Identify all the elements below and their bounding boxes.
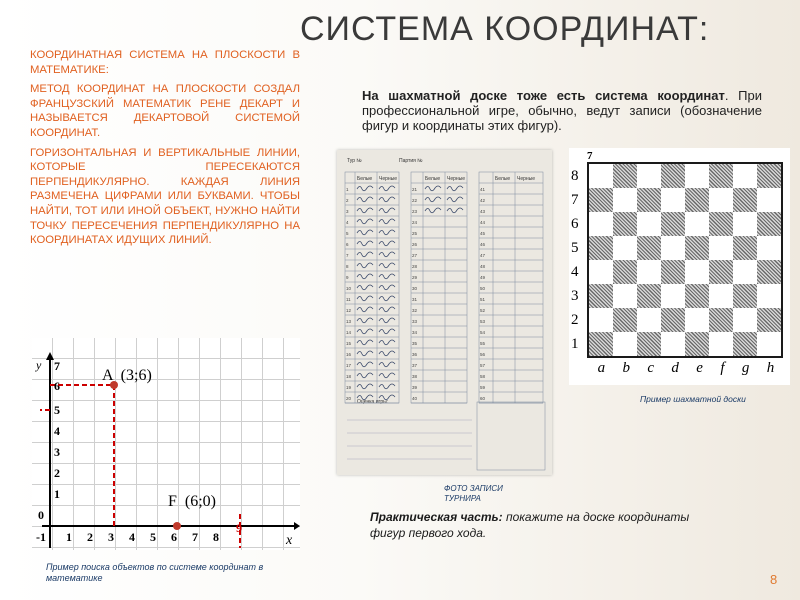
scoresheet-move-number: 23 xyxy=(412,209,418,214)
chessboard-grid xyxy=(587,162,783,358)
chessboard-file-e: e xyxy=(696,360,703,376)
chessboard-square xyxy=(685,332,709,356)
scoresheet-move-number: 31 xyxy=(412,297,418,302)
scoresheet-move-number: 13 xyxy=(346,319,352,324)
point-a-label xyxy=(102,367,152,384)
scoresheet-col-white-3: Белые xyxy=(495,176,511,182)
y-axis-arrow xyxy=(46,352,54,360)
chessboard-file-labels xyxy=(589,360,783,380)
coordinate-graph-svg xyxy=(32,338,300,550)
chessboard-square xyxy=(613,332,637,356)
scoresheet-move-number: 36 xyxy=(412,352,418,357)
chessboard-square xyxy=(709,212,733,236)
chessboard-file-a: a xyxy=(597,360,606,376)
chessboard-square xyxy=(637,284,661,308)
chessboard-square xyxy=(589,260,613,284)
chessboard-square xyxy=(709,260,733,284)
scoresheet-photo xyxy=(337,150,552,475)
x-tick-6: 6 xyxy=(171,530,177,544)
scoresheet-move-number: 16 xyxy=(346,352,352,357)
chessboard-square xyxy=(733,164,757,188)
scoresheet-move-number: 42 xyxy=(480,198,486,203)
chessboard-square xyxy=(661,308,685,332)
photo-caption: ФОТО ЗАПИСИ ТУРНИРА xyxy=(444,484,503,503)
scoresheet-move-number: 3 xyxy=(346,209,349,214)
y-tick-0: 0 xyxy=(38,508,44,522)
chessboard-square xyxy=(661,164,685,188)
scoresheet-move-number: 39 xyxy=(412,385,418,390)
chessboard-square xyxy=(685,164,709,188)
scoresheet-move-number: 48 xyxy=(480,264,486,269)
chessboard-square xyxy=(637,260,661,284)
chessboard-square xyxy=(613,236,637,260)
x-tick-labels xyxy=(66,521,242,544)
chessboard-square xyxy=(733,284,757,308)
graph-caption: Пример поиска объектов по системе координат в математике xyxy=(46,562,264,583)
slide-title: СИСТЕМА КООРДИНАТ: xyxy=(300,10,710,48)
scoresheet-move-number: 56 xyxy=(480,352,486,357)
point-labels xyxy=(102,367,216,510)
chessboard-square xyxy=(733,332,757,356)
left-paragraph-3: ГОРИЗОНТАЛЬНАЯ И ВЕРТИКАЛЬНЫЕ ЛИНИИ, КОТОРЫЕ ПЕРЕСЕКАЮТСЯ ПЕРПЕНДИКУЛЯРНО. КАЖДАЯ ЛИНИЯ РАЗМЕЧЕНА ЦИФРАМИ ИЛИ БУКВАМИ. ЧТОБЫ НАЙТИ, ТОТ ИЛИ ИНОЙ ОБЪЕКТ, НУЖНО НАЙТИ ТОЧКУ ПЕРЕСЕЧЕНИЯ ПЕРПЕНДИКУЛЯРНО НА КООРДИНАТАХ ИДУЩИХ ЛИНИЙ. xyxy=(30,146,300,247)
chessboard-square xyxy=(661,260,685,284)
point-f-coords: (6;0) xyxy=(184,493,217,510)
scoresheet-party: Партия № xyxy=(399,158,423,164)
chessboard-rank-7: 7 xyxy=(571,192,579,208)
x-tick-1: 1 xyxy=(66,530,72,544)
scoresheet-move-number: 46 xyxy=(480,242,486,247)
x-tick-8: 8 xyxy=(213,530,219,544)
scoresheet-move-number: 6 xyxy=(346,242,349,247)
scoresheet-move-number: 34 xyxy=(412,330,418,335)
chessboard-square xyxy=(613,260,637,284)
scoresheet-svg xyxy=(337,150,552,475)
chessboard-square xyxy=(589,164,613,188)
chessboard-rank-4: 4 xyxy=(571,264,579,280)
scoresheet-move-number: 50 xyxy=(480,286,486,291)
scoresheet-move-number: 19 xyxy=(346,385,352,390)
scoresheet-move-number: 10 xyxy=(346,286,352,291)
x-tick-2: 2 xyxy=(87,530,93,544)
chessboard-square xyxy=(757,308,781,332)
scoresheet-move-number: 8 xyxy=(346,264,349,269)
x-axis-label: x xyxy=(286,533,293,548)
y-tick-5: 5 xyxy=(54,403,60,417)
scoresheet-move-number: 51 xyxy=(480,297,486,302)
scoresheet-move-number: 30 xyxy=(412,286,418,291)
chessboard-file-c: c xyxy=(647,360,655,376)
chessboard-square xyxy=(589,308,613,332)
scoresheet-move-number: 57 xyxy=(480,363,486,368)
chessboard-file-b: b xyxy=(622,360,631,376)
chessboard-file-d: d xyxy=(671,360,679,376)
chessboard-square xyxy=(757,260,781,284)
chessboard-file-g: g xyxy=(741,360,750,376)
point-f-label xyxy=(168,493,216,510)
y-tick-minus-1: -1 xyxy=(36,530,46,544)
chessboard-square xyxy=(733,188,757,212)
scoresheet-move-number: 15 xyxy=(346,341,352,346)
chessboard-square xyxy=(637,332,661,356)
scoresheet-move-number: 53 xyxy=(480,319,486,324)
scoresheet-move-number: 38 xyxy=(412,374,418,379)
chessboard-square xyxy=(661,332,685,356)
practice-task xyxy=(370,509,700,541)
point-a-name: A xyxy=(102,367,113,384)
chessboard-square xyxy=(733,260,757,284)
scoresheet-move-number: 1 xyxy=(346,187,349,192)
left-paragraph-2: МЕТОД КООРДИНАТ НА ПЛОСКОСТИ СОЗДАЛ ФРАНЦУЗСКИЙ МАТЕМАТИК РЕНЕ ДЕКАРТ И НАЗЫВАЕТСЯ ДЕКАРТОВОЙ СИСТЕМОЙ КООРДИНАТ. xyxy=(30,83,300,139)
scoresheet-move-number: 22 xyxy=(412,198,418,203)
chessboard-square xyxy=(709,188,733,212)
scoresheet-move-number: 49 xyxy=(480,275,486,280)
chessboard-square xyxy=(589,284,613,308)
point-a-coords: (3;6) xyxy=(120,367,152,384)
chessboard-square xyxy=(613,212,637,236)
chessboard-square xyxy=(637,236,661,260)
chessboard-square xyxy=(637,212,661,236)
scoresheet-move-number: 52 xyxy=(480,308,486,313)
y-tick-6: 6 xyxy=(54,379,60,393)
chessboard-square xyxy=(637,164,661,188)
scoresheet-move-number: 55 xyxy=(480,341,486,346)
chessboard-square xyxy=(661,236,685,260)
chessboard-square xyxy=(661,212,685,236)
chessboard-rank-8: 8 xyxy=(571,168,579,184)
scoresheet-move-number: 28 xyxy=(412,264,418,269)
x-tick-9: 9 xyxy=(236,521,242,535)
chessboard-square xyxy=(685,212,709,236)
scoresheet-move-number: 33 xyxy=(412,319,418,324)
chessboard-square xyxy=(757,188,781,212)
x-axis-arrow xyxy=(294,522,300,530)
chessboard-square xyxy=(685,188,709,212)
chessboard-square xyxy=(637,188,661,212)
scoresheet-move-number: 24 xyxy=(412,220,418,225)
y-tick-1: 1 xyxy=(54,487,60,501)
chessboard-square xyxy=(589,188,613,212)
y-tick-4: 4 xyxy=(54,424,60,438)
scoresheet-move-number: 37 xyxy=(412,363,418,368)
scoresheet-move-number: 45 xyxy=(480,231,486,236)
scoresheet-move-number: 12 xyxy=(346,308,352,313)
scoresheet-move-number: 32 xyxy=(412,308,418,313)
scoresheet-move-number: 17 xyxy=(346,363,352,368)
scoresheet-move-number: 7 xyxy=(346,253,349,258)
chessboard-square xyxy=(709,236,733,260)
chessboard-square xyxy=(589,212,613,236)
scoresheet-move-number: 44 xyxy=(480,220,486,225)
left-paragraph-1: КООРДИНАТНАЯ СИСТЕМА НА ПЛОСКОСТИ В МАТЕМАТИКЕ: xyxy=(30,49,300,76)
scoresheet-move-number: 59 xyxy=(480,385,486,390)
scoresheet-col-white-2: Белые xyxy=(425,176,441,182)
scoresheet-move-number: 21 xyxy=(412,187,418,192)
chessboard-square xyxy=(637,308,661,332)
chessboard-file-f: f xyxy=(720,360,725,376)
chess-intro-text xyxy=(362,88,762,133)
chessboard-top-label: 7 xyxy=(587,150,593,162)
scoresheet-move-number: 60 xyxy=(480,396,486,401)
point-f-name: F xyxy=(168,493,177,510)
page-number: 8 xyxy=(770,572,778,587)
chessboard-square xyxy=(733,236,757,260)
y-tick-3: 3 xyxy=(54,445,60,459)
scoresheet-footer: Оценка игры: xyxy=(357,399,389,405)
chessboard-square xyxy=(685,236,709,260)
scoresheet-move-number: 20 xyxy=(346,396,352,401)
x-tick-3: 3 xyxy=(108,530,114,544)
scoresheet-move-number: 9 xyxy=(346,275,349,280)
chessboard-square xyxy=(709,332,733,356)
coordinate-graph xyxy=(32,338,300,550)
chessboard-square xyxy=(709,308,733,332)
y-axis-label: y xyxy=(36,358,42,372)
x-tick-4: 4 xyxy=(129,530,135,544)
chessboard-square xyxy=(589,236,613,260)
scoresheet-move-number: 27 xyxy=(412,253,418,258)
chessboard-square xyxy=(757,212,781,236)
scoresheet-col-white-1: Белые xyxy=(357,176,373,182)
chessboard-square xyxy=(757,332,781,356)
chessboard-rank-labels xyxy=(571,164,585,356)
chess-intro-bold: На шахматной доске тоже есть система координат xyxy=(362,88,725,103)
chessboard-square xyxy=(709,284,733,308)
chessboard-square xyxy=(661,284,685,308)
chessboard-square xyxy=(757,236,781,260)
scoresheet-tour: Тур № xyxy=(347,158,362,164)
chessboard-rank-2: 2 xyxy=(571,312,579,328)
chessboard-square xyxy=(661,188,685,212)
chessboard-square xyxy=(589,332,613,356)
chessboard-square xyxy=(733,212,757,236)
scoresheet-move-number: 54 xyxy=(480,330,486,335)
point-f-marker xyxy=(173,522,181,530)
chessboard-square xyxy=(613,284,637,308)
chessboard-square xyxy=(613,164,637,188)
chessboard-square xyxy=(613,188,637,212)
left-description xyxy=(30,48,300,253)
scoresheet-move-number: 25 xyxy=(412,231,418,236)
scoresheet-move-number: 40 xyxy=(412,396,418,401)
x-tick-5: 5 xyxy=(150,530,156,544)
chessboard-square xyxy=(733,308,757,332)
x-tick-7: 7 xyxy=(192,530,198,544)
y-tick-2: 2 xyxy=(54,466,60,480)
chessboard-square xyxy=(613,308,637,332)
chessboard-square xyxy=(757,164,781,188)
scoresheet-move-number: 47 xyxy=(480,253,486,258)
scoresheet-move-number: 35 xyxy=(412,341,418,346)
chessboard-rank-3: 3 xyxy=(571,288,579,304)
scoresheet-move-number: 41 xyxy=(480,187,486,192)
scoresheet-paper xyxy=(337,150,552,475)
y-tick-labels xyxy=(36,359,60,544)
chess-intro-rest: . При профессиональной игре, обычно, ведут записи (обозначение фигур и координаты этих фигур). xyxy=(362,88,762,133)
chessboard-square xyxy=(709,164,733,188)
scoresheet-move-number: 58 xyxy=(480,374,486,379)
scoresheet-move-number: 5 xyxy=(346,231,349,236)
chessboard-rank-5: 5 xyxy=(571,240,579,256)
chessboard-square xyxy=(685,284,709,308)
scoresheet-col-black-1: Черные xyxy=(379,176,398,182)
scoresheet-move-number: 18 xyxy=(346,374,352,379)
practice-rest: покажите на доске координаты фигур первого хода. xyxy=(370,510,690,540)
chessboard-figure xyxy=(569,148,790,385)
chessboard-rank-1: 1 xyxy=(571,336,579,352)
scoresheet-move-number: 14 xyxy=(346,330,352,335)
y-tick-7: 7 xyxy=(54,359,60,373)
scoresheet-col-black-2: Черные xyxy=(447,176,466,182)
chessboard-square xyxy=(685,260,709,284)
chessboard-file-h: h xyxy=(766,360,775,376)
scoresheet-move-number: 11 xyxy=(346,297,351,302)
chessboard-rank-6: 6 xyxy=(571,216,579,232)
chessboard-caption: Пример шахматной доски xyxy=(640,394,746,404)
chessboard-square xyxy=(685,308,709,332)
scoresheet-move-number: 26 xyxy=(412,242,418,247)
scoresheet-move-number: 2 xyxy=(346,198,349,203)
scoresheet-move-number: 43 xyxy=(480,209,486,214)
scoresheet-move-number: 29 xyxy=(412,275,418,280)
scoresheet-move-number: 4 xyxy=(346,220,349,225)
practice-bold: Практическая часть: xyxy=(370,510,503,524)
chessboard-square xyxy=(757,284,781,308)
scoresheet-col-black-3: Черные xyxy=(517,176,536,182)
